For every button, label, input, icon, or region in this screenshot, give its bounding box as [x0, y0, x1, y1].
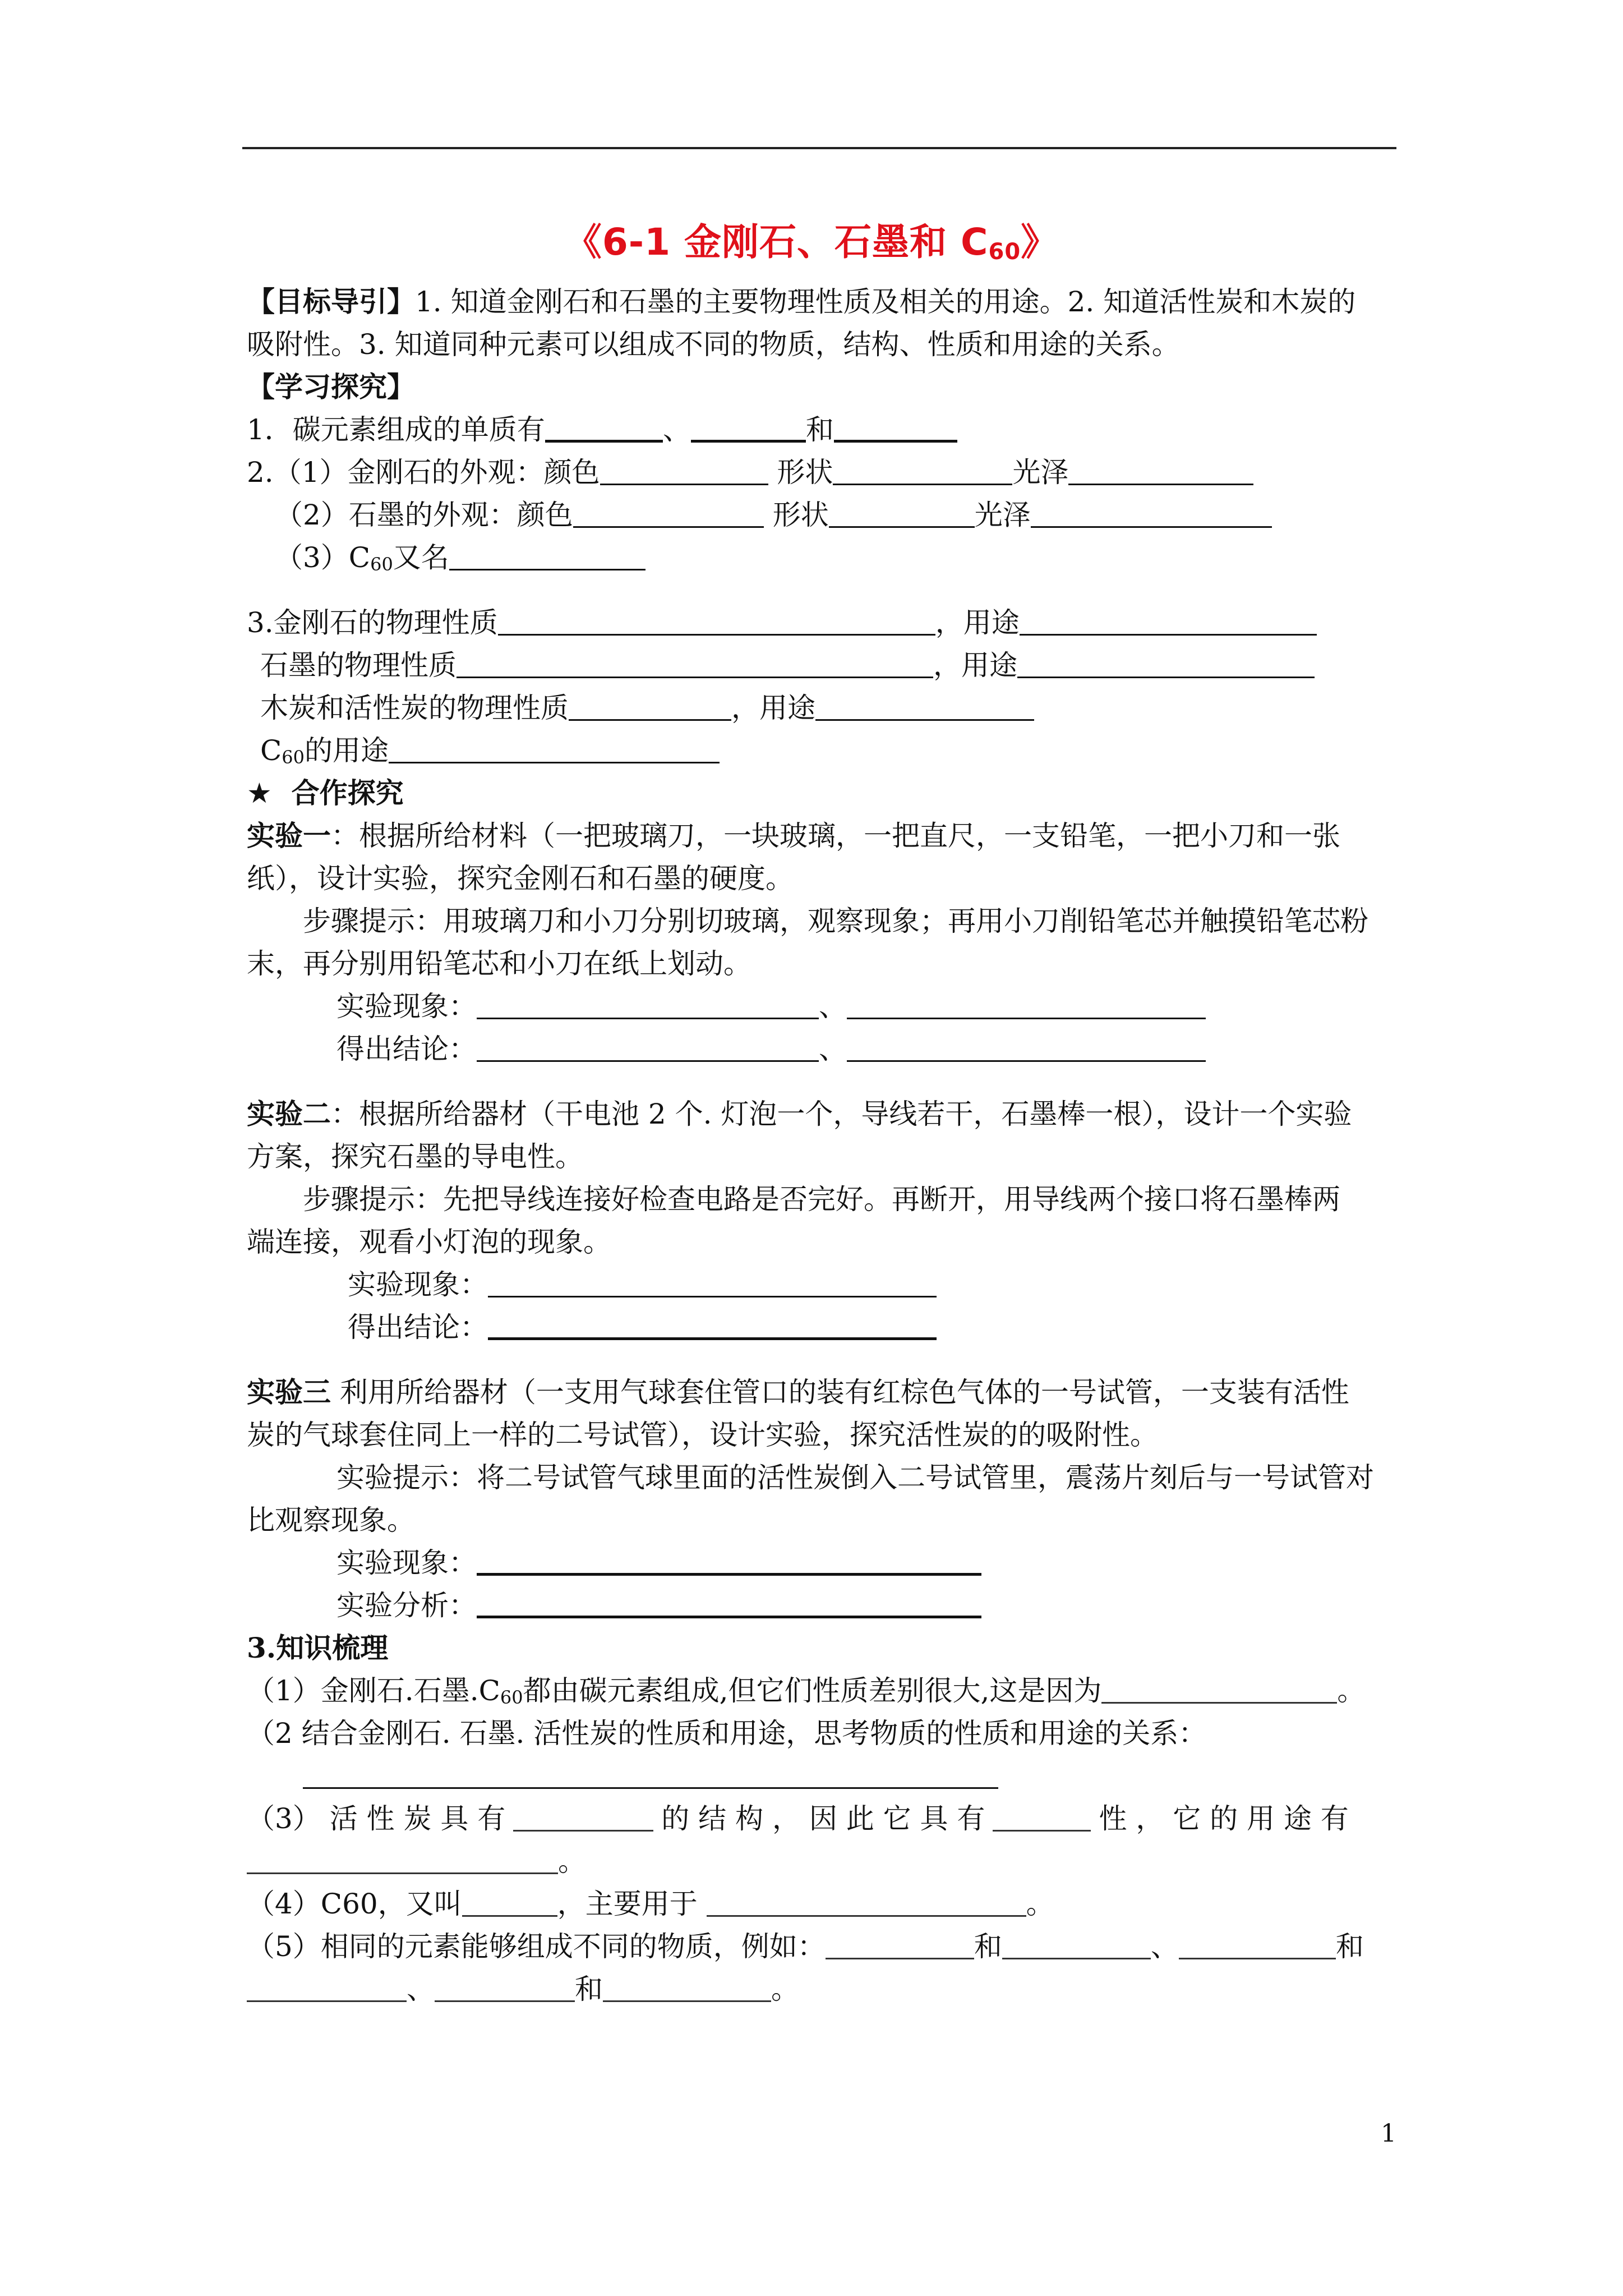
answer-blank[interactable]: [545, 411, 663, 443]
coop-label: ★ 合作探究: [247, 776, 404, 809]
exp2-text-1: 实验二：根据所给器材（干电池 2 个. 灯泡一个，导线若干，石墨棒一根），设计一个实验: [247, 1097, 1352, 1130]
page-title: 《6-1 金刚石、石墨和 $C_{60}$》: [564, 220, 1059, 265]
answer-blank[interactable]: [435, 1971, 575, 2002]
answer-blank[interactable]: [834, 411, 957, 443]
answer-blank[interactable]: [477, 1031, 819, 1062]
answer-blank[interactable]: [1020, 605, 1317, 636]
answer-blank[interactable]: [389, 733, 720, 763]
answer-blank[interactable]: [498, 605, 935, 636]
question-2-2: （2）石墨的外观：颜色 形状 光泽: [247, 494, 1398, 536]
answer-blank[interactable]: [1068, 454, 1253, 485]
exp1-label: 实验一: [247, 819, 331, 852]
exp3-text-1: 实验三 利用所给器材（一支用气球套住管口的装有红棕色气体的一号试管，一支装有活性: [247, 1375, 1349, 1409]
exp1-phenomenon: 实验现象： 、: [247, 985, 1398, 1028]
exp2-label: 实验二: [247, 1097, 331, 1130]
answer-blank[interactable]: [457, 647, 933, 678]
exp1-hint-1: 步骤提示：用玻璃刀和小刀分别切玻璃，观察现象；再用小刀削铅笔芯并触摸铅笔芯粉: [303, 905, 1368, 937]
answer-blank[interactable]: [513, 1801, 653, 1832]
answer-blank[interactable]: [847, 1031, 1206, 1062]
exp1-text-1: 实验一：根据所给材料（一把玻璃刀，一块玻璃，一把直尺，一支铅笔，一把小刀和一张: [247, 819, 1340, 852]
question-3-1: 3.金刚石的物理性质 ，用途: [247, 601, 1398, 644]
answer-blank[interactable]: [462, 1886, 557, 1917]
exp3-phenomenon: 实验现象：: [247, 1542, 1398, 1584]
answer-blank[interactable]: [833, 454, 1012, 485]
summary-label: 3.知识梳理: [247, 1631, 389, 1664]
exp1-text-2: 纸），设计实验，探究金刚石和石墨的硬度。: [247, 862, 794, 895]
summary-1: （1）金刚石.石墨$.C_{60}$都由碳元素组成,但它们性质差别很大,这是因为 。: [247, 1669, 1398, 1712]
exp2-text-2: 方案，探究石墨的导电性。: [247, 1140, 583, 1173]
exp3-hint-1: 实验提示：将二号试管气球里面的活性炭倒入二号试管里，震荡片刻后与一号试管对: [336, 1461, 1374, 1494]
goals-label: 【目标导引】: [247, 285, 415, 318]
exp3-analysis: 实验分析：: [247, 1584, 1398, 1627]
answer-blank[interactable]: [603, 1971, 771, 2002]
exp3-text-2: 炭的气球套住同上一样的二号试管），设计实验，探究活性炭的的吸附性。: [247, 1419, 1158, 1451]
summary-3: （3） 活 性 炭 具 有 的 结 构 ， 因 此 它 具 有 性 ， 它 的 用 途 有: [247, 1797, 1398, 1840]
exp2-phenomenon: 实验现象：: [247, 1263, 1398, 1306]
answer-blank[interactable]: [829, 497, 975, 528]
question-3-3: 木炭和活性炭的物理性质 ，用途: [247, 687, 1398, 729]
answer-blank[interactable]: [1017, 647, 1315, 678]
header-rule: [242, 147, 1396, 149]
question-1: 1．碳元素组成的单质有 、 和: [247, 408, 1398, 451]
exp3-hint-2: 比观察现象。: [247, 1504, 415, 1536]
exp2-hint-2: 端连接，观看小灯泡的现象。: [247, 1226, 611, 1258]
answer-blank[interactable]: [247, 1843, 558, 1874]
answer-blank[interactable]: [1101, 1673, 1337, 1704]
answer-blank[interactable]: [477, 988, 819, 1019]
answer-blank[interactable]: [303, 1758, 998, 1789]
answer-blank[interactable]: [488, 1308, 937, 1340]
answer-blank[interactable]: [477, 1586, 981, 1618]
answer-blank[interactable]: [691, 411, 806, 443]
answer-blank[interactable]: [449, 540, 645, 570]
answer-blank[interactable]: [569, 690, 731, 721]
question-3-4: $C_{60}$的用途: [247, 729, 1398, 772]
answer-blank[interactable]: [1179, 1929, 1336, 1959]
answer-blank[interactable]: [707, 1886, 1026, 1917]
answer-blank[interactable]: [993, 1801, 1091, 1832]
exp1-hint-2: 末，再分别用铅笔芯和小刀在纸上划动。: [247, 947, 751, 980]
question-2-3: $(3)C_{60}$又名: [247, 536, 1398, 579]
star-icon: ★: [247, 777, 272, 809]
answer-blank[interactable]: [477, 1544, 981, 1576]
exp1-conclusion: 得出结论： 、: [247, 1028, 1398, 1070]
summary-5: （5）相同的元素能够组成不同的物质，例如： 和 、 和: [247, 1925, 1398, 1968]
summary-2: （2 结合金刚石. 石墨. 活性炭的性质和用途，思考物质的性质和用途的关系：: [247, 1717, 1207, 1750]
question-2-1: 2.（1）金刚石的外观：颜色 形状 光泽: [247, 451, 1398, 494]
answer-blank[interactable]: [488, 1267, 937, 1297]
answer-blank[interactable]: [815, 690, 1034, 721]
page-number: 1: [1381, 2119, 1396, 2148]
summary-2-answer: [247, 1755, 1398, 1797]
goals-line-1: 【目标导引】1. 知道金刚石和石墨的主要物理性质及相关的用途。2. 知道活性炭和木炭的: [247, 285, 1356, 318]
study-label: 【学习探究】: [247, 370, 415, 403]
answer-blank[interactable]: [1031, 497, 1272, 528]
summary-4: （4）C60，又叫 ，主要用于 。: [247, 1883, 1398, 1925]
goals-line-2: 吸附性。3. 知道同种元素可以组成不同的物质，结构、性质和用途的关系。: [247, 328, 1180, 361]
answer-blank[interactable]: [847, 988, 1206, 1019]
answer-blank[interactable]: [573, 497, 764, 528]
answer-blank[interactable]: [1002, 1929, 1151, 1959]
exp2-hint-1: 步骤提示：先把导线连接好检查电路是否完好。再断开，用导线两个接口将石墨棒两: [303, 1183, 1340, 1216]
answer-blank[interactable]: [247, 1971, 407, 2002]
answer-blank[interactable]: [826, 1929, 974, 1959]
exp2-conclusion: 得出结论：: [247, 1306, 1398, 1349]
answer-blank[interactable]: [600, 454, 768, 485]
worksheet-content: [247, 280, 1398, 2010]
exp3-label: 实验三: [247, 1375, 331, 1409]
summary-5-cont: 、 和 。: [247, 1968, 1398, 2010]
summary-3-cont: 。: [247, 1840, 1398, 1883]
question-3-2: 石墨的物理性质 ，用途: [247, 644, 1398, 687]
